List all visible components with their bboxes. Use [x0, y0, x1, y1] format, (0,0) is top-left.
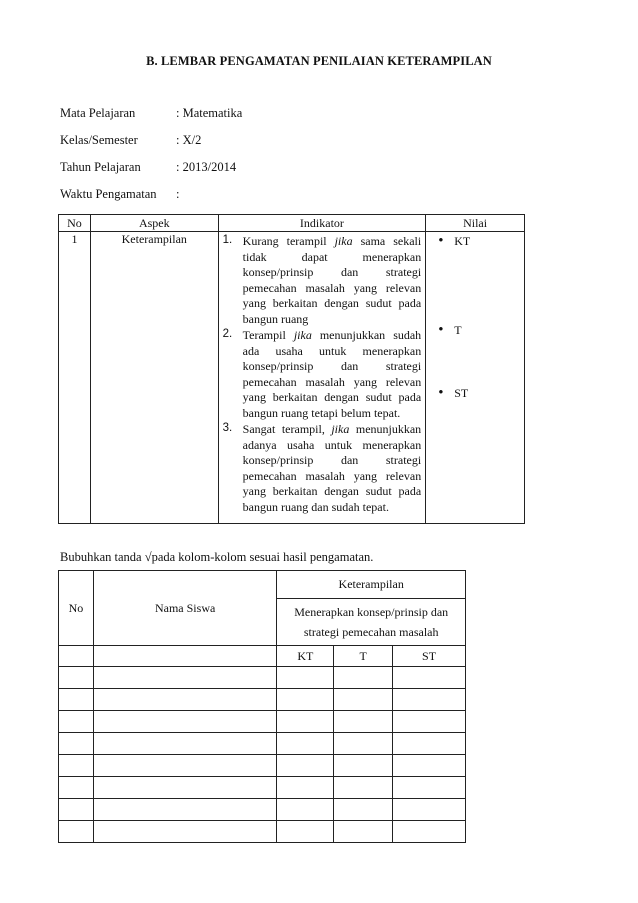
meta-label: Kelas/Semester — [60, 133, 138, 147]
table-row — [59, 799, 466, 821]
cell[interactable] — [59, 711, 94, 733]
table-row — [59, 733, 466, 755]
indicator-text — [243, 234, 422, 327]
nilai-t: • T — [438, 323, 524, 338]
indicator-text-emphasis: jika — [293, 328, 312, 342]
row-nilai — [426, 232, 525, 524]
cell[interactable] — [393, 689, 466, 711]
cell[interactable] — [59, 689, 94, 711]
indicator-number: 1. — [222, 234, 233, 246]
meta-value: : 2013/2014 — [176, 160, 237, 174]
cell[interactable] — [393, 821, 466, 843]
cell[interactable] — [393, 711, 466, 733]
cell[interactable] — [334, 711, 393, 733]
table-row — [59, 667, 466, 689]
cell[interactable] — [277, 667, 334, 689]
nilai-kt: • KT — [438, 234, 524, 249]
cell[interactable] — [277, 821, 334, 843]
cell[interactable] — [277, 799, 334, 821]
table-row — [59, 755, 466, 777]
page-title: B. LEMBAR PENGAMATAN PENILAIAN KETERAMPILAN — [146, 54, 492, 68]
header-kt: KT — [277, 646, 334, 667]
meta-value: : X/2 — [176, 133, 202, 147]
cell[interactable] — [59, 755, 94, 777]
cell[interactable] — [59, 821, 94, 843]
cell — [59, 646, 94, 667]
meta-value: : Matematika — [176, 106, 243, 120]
indicator-text-pre: Terampil — [242, 328, 294, 342]
header-nilai: Nilai — [426, 215, 525, 232]
cell[interactable] — [93, 777, 276, 799]
cell[interactable] — [393, 733, 466, 755]
header-st: ST — [393, 646, 466, 667]
indicator-item — [223, 422, 422, 515]
indicator-text — [243, 422, 422, 515]
meta-label: Mata Pelajaran — [60, 106, 136, 120]
cell[interactable] — [334, 667, 393, 689]
cell[interactable] — [334, 733, 393, 755]
cell[interactable] — [93, 799, 276, 821]
assessment-table — [58, 214, 525, 524]
header-no: No — [59, 571, 94, 646]
table-row — [59, 821, 466, 843]
cell[interactable] — [277, 755, 334, 777]
row-no: 1 — [59, 232, 91, 524]
cell[interactable] — [59, 733, 94, 755]
indicator-text-post: sama sekali tidak dapat menerapkan konsep/prinsip dan strategi pemecahan masalah yang relevan yang berkaitan dengan sudut pada bangun ruang — [242, 234, 422, 326]
header-t: T — [334, 646, 393, 667]
cell[interactable] — [334, 689, 393, 711]
header-criteria: Menerapkan konsep/prinsip dan strategi pemecahan masalah — [277, 599, 466, 646]
cell[interactable] — [393, 755, 466, 777]
indicator-text-post: menunjukkan adanya usaha untuk menerapkan konsep/prinsip dan strategi pemecahan masalah yang relevan yang berkaitan dengan sudut pada bangun ruang dan sudah tepat. — [242, 422, 422, 514]
instruction-note: Bubuhkan tanda √pada kolom-kolom sesuai hasil pengamatan. — [60, 550, 374, 564]
cell — [93, 646, 276, 667]
observation-table — [58, 570, 466, 843]
indicator-text-pre: Kurang terampil — [242, 234, 335, 248]
cell[interactable] — [393, 777, 466, 799]
cell[interactable] — [393, 799, 466, 821]
cell[interactable] — [93, 711, 276, 733]
table-row — [59, 711, 466, 733]
meta-label: Tahun Pelajaran — [60, 160, 141, 174]
header-keterampilan: Keterampilan — [277, 571, 466, 599]
header-no: No — [59, 215, 91, 232]
meta-value: : — [176, 187, 180, 201]
indicator-number: 3. — [222, 422, 233, 434]
table-row — [59, 777, 466, 799]
row-aspek: Keterampilan — [90, 232, 218, 524]
cell[interactable] — [277, 733, 334, 755]
indicator-text-emphasis: jika — [334, 234, 353, 248]
cell[interactable] — [334, 821, 393, 843]
cell[interactable] — [93, 667, 276, 689]
header-indikator: Indikator — [218, 215, 426, 232]
indicator-text-pre: Sangat terampil, — [242, 422, 332, 436]
cell[interactable] — [277, 777, 334, 799]
cell[interactable] — [93, 821, 276, 843]
cell[interactable] — [59, 799, 94, 821]
indicator-text-post: menunjukkan sudah ada usaha untuk menerapkan konsep/prinsip dan strategi pemecahan masalah yang relevan yang berkaitan dengan sudut pada bangun ruang tetapi belum tepat. — [242, 328, 422, 420]
cell[interactable] — [59, 777, 94, 799]
cell[interactable] — [59, 667, 94, 689]
meta-label: Waktu Pengamatan — [60, 187, 157, 201]
header-aspek: Aspek — [90, 215, 218, 232]
table-row — [59, 689, 466, 711]
cell[interactable] — [93, 689, 276, 711]
nilai-st: • ST — [438, 386, 524, 401]
cell[interactable] — [93, 755, 276, 777]
indicator-text-emphasis: jika — [331, 422, 350, 436]
cell[interactable] — [93, 733, 276, 755]
cell[interactable] — [277, 711, 334, 733]
nilai-list — [426, 232, 524, 401]
indicator-number: 2. — [222, 328, 233, 340]
indicator-text — [243, 328, 422, 421]
indicator-item — [223, 234, 422, 327]
cell[interactable] — [334, 777, 393, 799]
cell[interactable] — [334, 799, 393, 821]
cell[interactable] — [277, 689, 334, 711]
indicator-item — [223, 328, 422, 421]
cell[interactable] — [334, 755, 393, 777]
cell[interactable] — [393, 667, 466, 689]
row-indikator — [218, 232, 426, 524]
header-nama-siswa: Nama Siswa — [93, 571, 276, 646]
